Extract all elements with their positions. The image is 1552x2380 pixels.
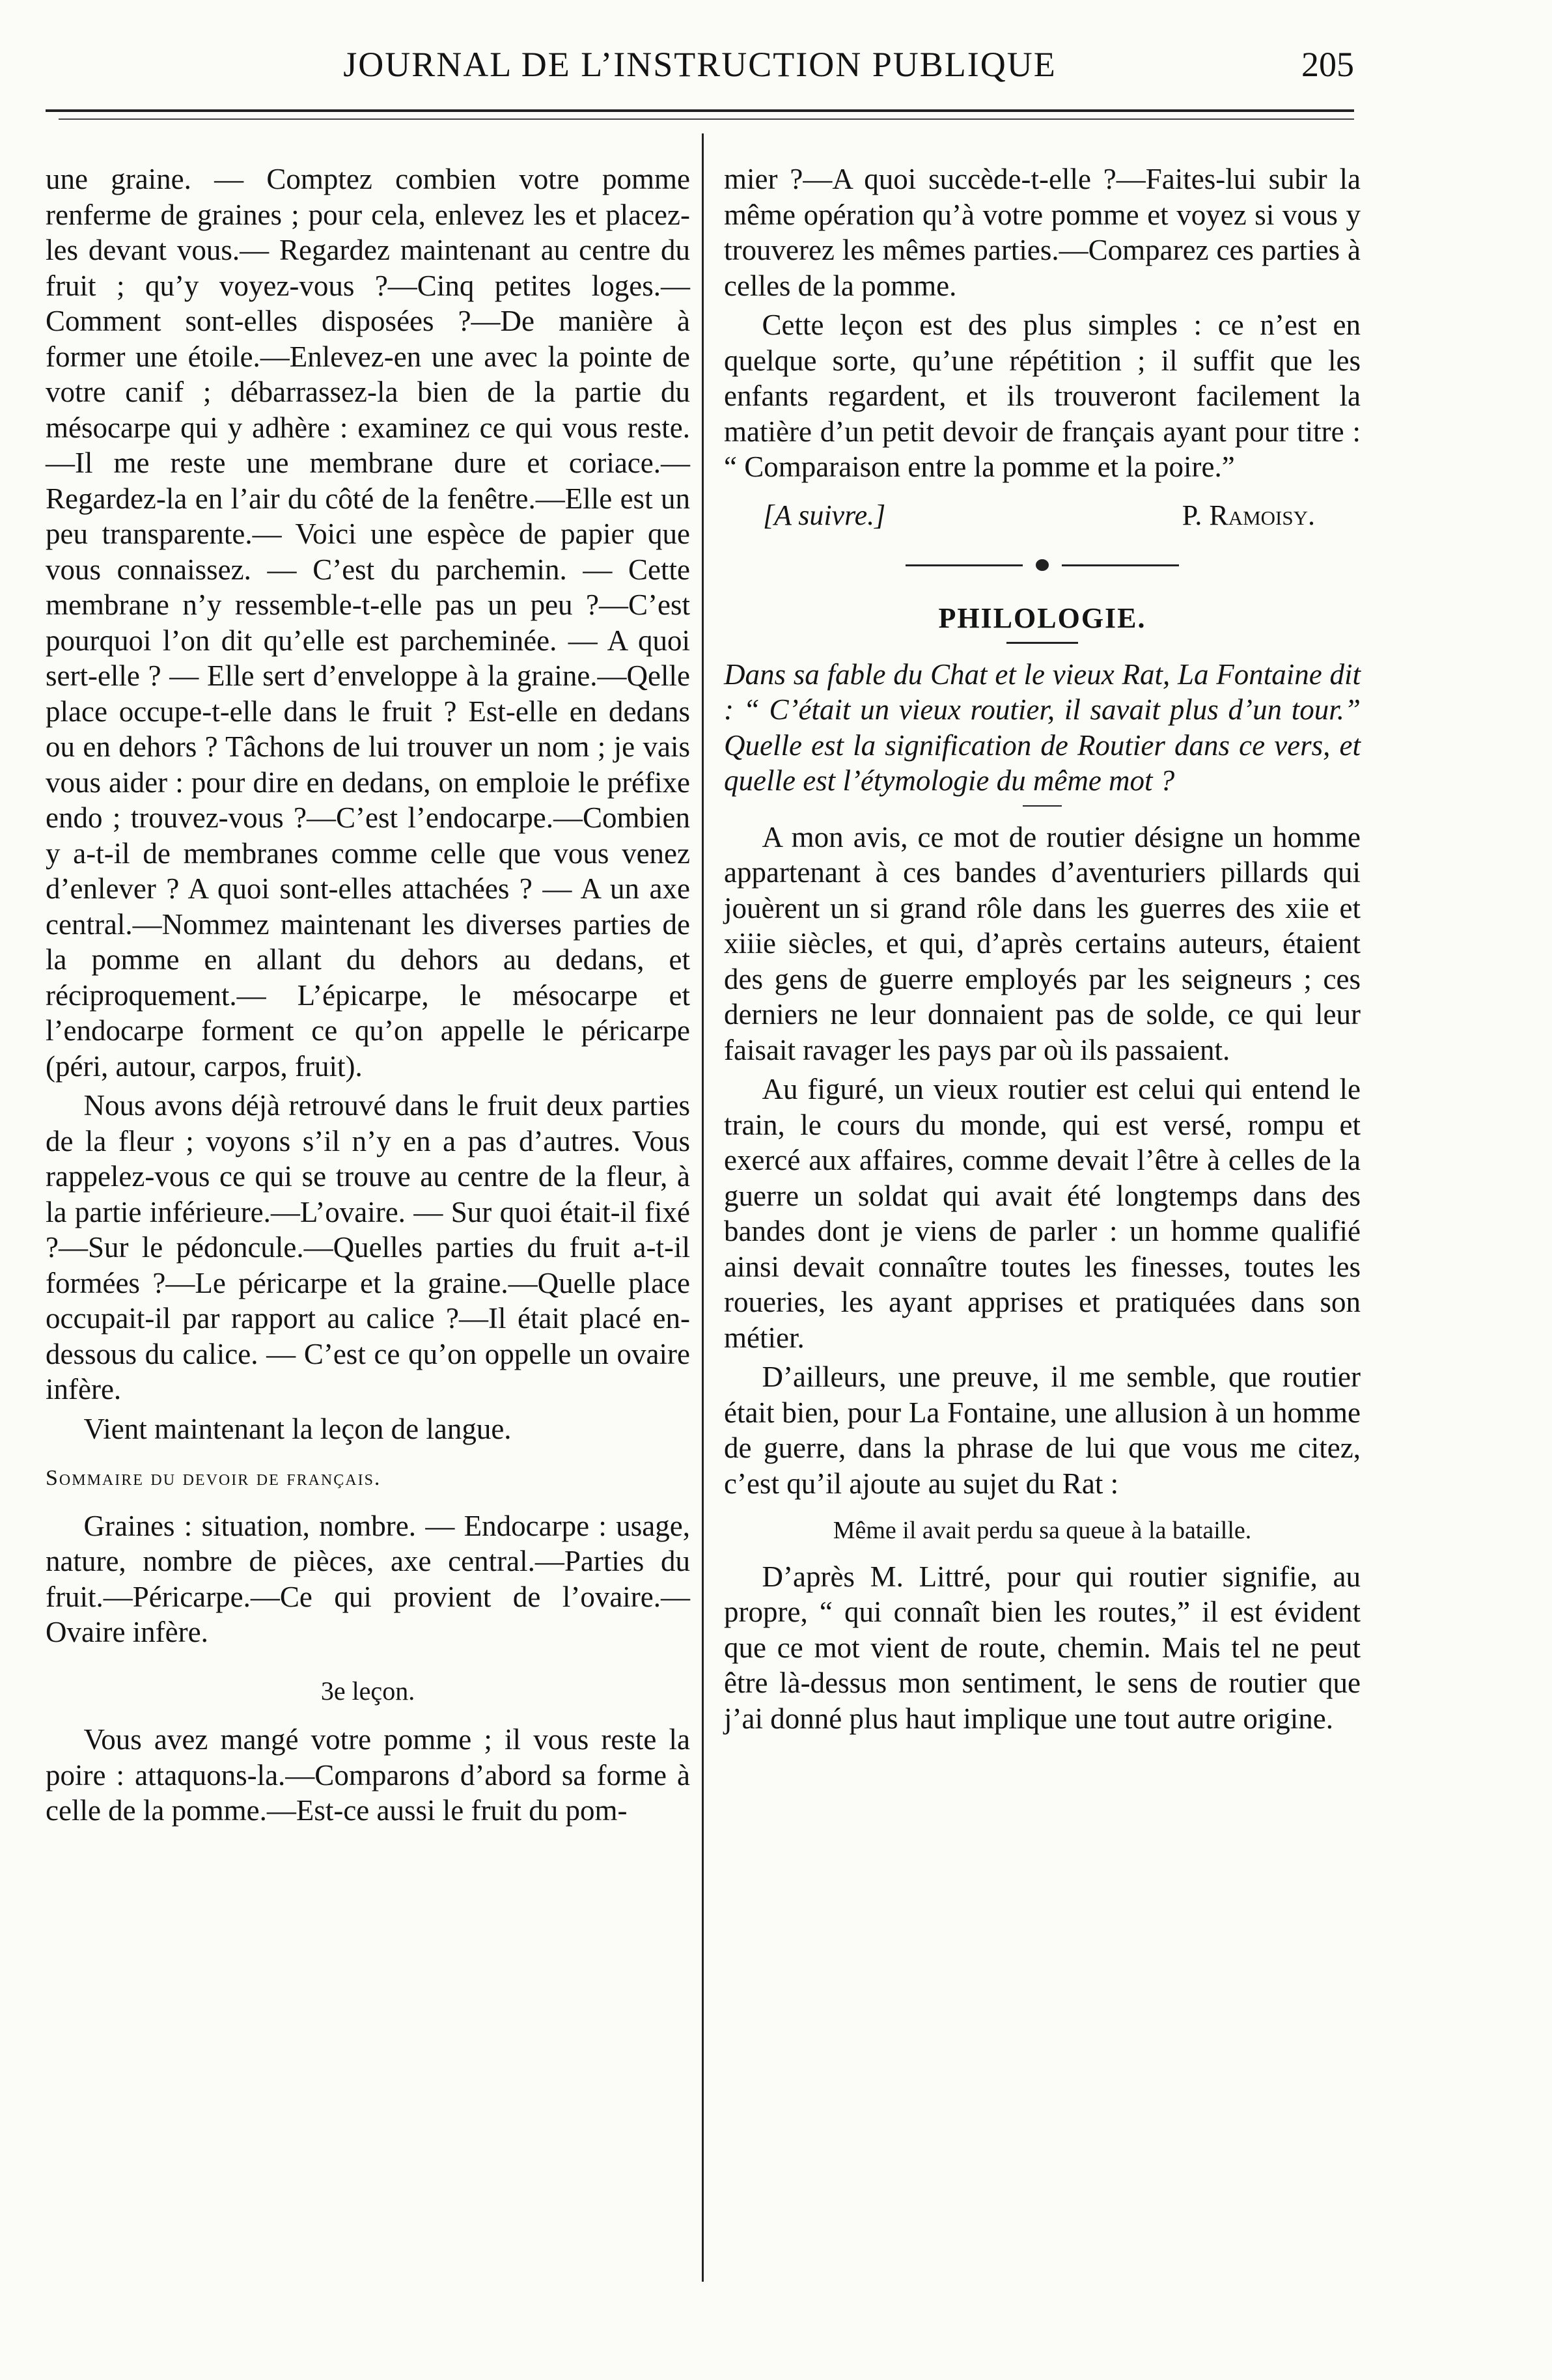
to-follow-note: [A suivre.] (763, 499, 886, 531)
summary-heading: Sommaire du devoir de français. (46, 1466, 381, 1490)
paragraph: Nous avons déjà retrouvé dans le fruit deux parties de la fleur ; voyons s’il n’y en a pas d’autres. Vous rappelez-vous ce qui se trouve au centre de la fleur, à la partie inférieure.—L’ovaire. — Sur quoi était-il fixé ?—Sur le pédoncule.—Quelles parties du fruit a-t-il formées ?—Le péricarpe et la graine.—Quelle place occupait-il par rapport au calice ?—Il était placé en-dessous du calice. — C’est ce qu’on oppelle un ovaire infère. (46, 1089, 690, 1405)
header-rule-thin (59, 118, 1354, 120)
question-rule (1023, 805, 1062, 807)
paragraph: Vous avez mangé votre pomme ; il vous reste la poire : attaquons-la.—Comparons d’abord sa forme à celle de la pomme.—Est-ce aussi le fruit du pom- (46, 1723, 690, 1827)
right-column (724, 161, 1361, 1740)
section-ornament (906, 553, 1179, 579)
running-title: JOURNAL DE L’INSTRUCTION PUBLIQUE (343, 45, 1057, 84)
header-rule (46, 109, 1354, 112)
author-signature: P. Ramoisy. (1182, 499, 1315, 531)
paragraph: Cette leçon est des plus simples : ce n’est en quelque sorte, qu’une répétition ; il suffit que les enfants regardent, et ils trouveront facilement la matière d’un petit devoir de français ayant pour titre : “ Comparaison entre la pomme et la poire.” (724, 309, 1361, 483)
paragraph: mier ?—A quoi succède-t-elle ?—Faites-lui subir la même opération qu’à votre pomme et voyez si vous y trouverez les mêmes parties.—Comparez ces parties à celles de la pomme. (724, 163, 1361, 302)
column-divider (702, 133, 704, 2282)
summary-text: Graines : situation, nombre. — Endocarpe : usage, nature, nombre de pièces, axe central.—Parties du fruit.—Péricarpe.—Ce qui provient de l’ovaire.—Ovaire infère. (46, 1509, 690, 1648)
paragraph: Au figuré, un vieux routier est celui qui entend le train, le cours du monde, qui est versé, rompu et exercé aux affaires, comme devait l’être à celles de la guerre un soldat qui avait été longtemps dans des bandes dont je viens de parler : un homme qualifié ainsi devait connaître toutes les finesses, toutes les roueries, les ayant apprises et pratiquées dans son métier. (724, 1073, 1361, 1354)
section-heading: PHILOLOGIE. (938, 602, 1146, 634)
paragraph: D’ailleurs, une preuve, il me semble, que routier était bien, pour La Fontaine, une allusion à un homme de guerre, dans la phrase de lui que vous me citez, c’est qu’il ajoute au sujet du Rat : (724, 1361, 1361, 1500)
paragraph: D’après M. Littré, pour qui routier signifie, au propre, “ qui connaît bien les routes,” il est évident que ce mot vient de route, chemin. Mais tel ne peut être là-dessus mon sentiment, le sens de routier que j’ai donné plus haut implique une tout autre origine. (724, 1560, 1361, 1735)
reader-question: Dans sa fable du Chat et le vieux Rat, La Fontaine dit : “ C’était un vieux routier, il savait plus d’un tour.” Quelle est la signification de Routier dans ce vers, et quelle est l’étymologie du même mot ? (724, 657, 1361, 797)
heading-rule (1006, 642, 1078, 644)
paragraph: A mon avis, ce mot de routier désigne un homme appartenant à ces bandes d’aventuriers pillards qui jouèrent un si grand rôle dans les guerres des xiie et xiiie siècles, et qui, d’après certains auteurs, étaient des gens de guerre employés par les seigneurs ; ces derniers ne leur donnaient pas de solde, ce qui leur faisait ravager les pays par où ils passaient. (724, 820, 1361, 1066)
page-header (46, 44, 1354, 96)
signature-row (724, 498, 1361, 534)
lesson-title: 3e leçon. (320, 1676, 415, 1706)
page-number: 205 (1301, 45, 1354, 84)
paragraph: une graine. — Comptez combien votre pomme renferme de graines ; pour cela, enlevez les et placez-les devant vous.— Regardez maintenant au centre du fruit ; qu’y voyez-vous ?—Cinq petites loges.— Comment sont-elles disposées ?—De manière à former une étoile.—Enlevez-en une avec la pointe de votre canif ; débarrassez-la bien de la partie du mésocarpe qui y adhère : examinez ce qui vous reste. —Il me reste une membrane dure et coriace.—Regardez-la en l’air du côté de la fenêtre.—Elle est un peu transparente.— Voici une espèce de papier que vous connaissez. — C’est du parchemin. — Cette membrane n’y ressemble-t-elle pas un peu ?—C’est pourquoi l’on dit qu’elle est parcheminée. — A quoi sert-elle ? — Elle sert d’enveloppe à la graine.—Qelle place occupe-t-elle dans le fruit ? Est-elle en dedans ou en dehors ? Tâchons de lui trouver un nom ; je vais vous aider : pour dire en dedans, on emploie le préfixe endo ; trouvez-vous ?—C’est l’endocarpe.—Combien y a-t-il de membranes comme celle que vous venez d’enlever ? A quoi sont-elles attachées ? — A un axe central.—Nommez maintenant les diverses parties de la pomme en allant du dehors au dedans, et réciproquement.— L’épicarpe, le mésocarpe et l’endocarpe forment ce qu’on appelle le péricarpe (péri, autour, carpos, fruit). (46, 163, 690, 1083)
paragraph: Vient maintenant la leçon de langue. (83, 1412, 512, 1445)
left-column (46, 161, 690, 1833)
quoted-verse: Même il avait perdu sa queue à la bataille. (833, 1517, 1252, 1544)
